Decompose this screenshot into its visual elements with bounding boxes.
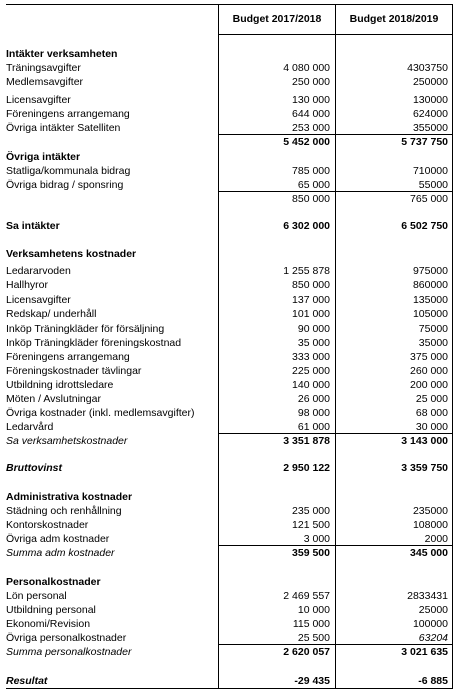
value-2018-2019: 108000 bbox=[412, 519, 448, 531]
row-label: Licensavgifter bbox=[6, 94, 71, 106]
row-label: Summa personalkostnader bbox=[6, 646, 132, 658]
value-2017-2018: 235 000 bbox=[292, 505, 330, 517]
value-2017-2018 bbox=[219, 247, 330, 261]
value-2017-2018: 333 000 bbox=[292, 351, 330, 363]
row-label: Inköp Träningkläder föreningskostnad bbox=[6, 337, 182, 349]
table-row bbox=[0, 406, 456, 420]
value-2018-2019: 860000 bbox=[412, 279, 448, 291]
value-2018-2019: 975000 bbox=[412, 265, 448, 277]
value-2018-2019: 3 359 750 bbox=[401, 462, 448, 474]
value-2018-2019: 35000 bbox=[418, 337, 448, 349]
value-2018-2019: 3 143 000 bbox=[401, 435, 448, 447]
row-label: Utbildning idrottsledare bbox=[6, 379, 114, 391]
value-2018-2019: 3 021 635 bbox=[401, 646, 448, 658]
row-label: Städning och renhållning bbox=[6, 505, 122, 517]
value-2018-2019: 4303750 bbox=[407, 62, 448, 74]
column-border bbox=[452, 4, 453, 688]
value-2017-2018: 137 000 bbox=[292, 294, 330, 306]
value-2018-2019 bbox=[336, 490, 448, 504]
value-2017-2018: 10 000 bbox=[297, 604, 330, 616]
value-2017-2018: 3 000 bbox=[303, 533, 330, 545]
table-row bbox=[0, 645, 456, 659]
value-2017-2018: 26 000 bbox=[297, 393, 330, 405]
row-label: Redskap/ underhåll bbox=[6, 308, 97, 320]
value-2018-2019: 235000 bbox=[412, 505, 448, 517]
value-2017-2018: 4 080 000 bbox=[283, 62, 330, 74]
table-row bbox=[0, 631, 456, 645]
row-label: Träningsavgifter bbox=[6, 62, 81, 74]
row-label: Kontorskostnader bbox=[6, 519, 89, 531]
value-2017-2018: 253 000 bbox=[292, 122, 330, 134]
table-row bbox=[0, 192, 456, 206]
row-label: Övriga adm kostnader bbox=[6, 533, 110, 545]
value-2017-2018: 101 000 bbox=[292, 308, 330, 320]
table-rule bbox=[219, 134, 453, 135]
value-2017-2018: 1 255 878 bbox=[283, 265, 330, 277]
table-row bbox=[0, 364, 456, 378]
row-label: Ledararvoden bbox=[6, 265, 71, 277]
table-rule bbox=[219, 191, 453, 192]
table-rule bbox=[6, 688, 453, 689]
table-row bbox=[0, 219, 456, 233]
row-label: Sa verksamhetskostnader bbox=[6, 435, 128, 447]
row-label: Föreningskostnader tävlingar bbox=[6, 365, 142, 377]
row-label: Medlemsavgifter bbox=[6, 76, 84, 88]
value-2018-2019: 375 000 bbox=[410, 351, 448, 363]
value-2017-2018: 250 000 bbox=[292, 76, 330, 88]
value-2017-2018: 359 500 bbox=[292, 547, 330, 559]
value-2017-2018: 6 302 000 bbox=[283, 220, 330, 232]
row-label: Hallhyror bbox=[6, 279, 49, 291]
value-2017-2018: 140 000 bbox=[292, 379, 330, 391]
column-border bbox=[218, 4, 219, 688]
row-label: Inköp Träningkläder för försäljning bbox=[6, 323, 165, 335]
value-2018-2019: 135000 bbox=[412, 294, 448, 306]
table-row bbox=[0, 434, 456, 448]
value-2018-2019: 6 502 750 bbox=[401, 220, 448, 232]
table-row bbox=[0, 504, 456, 518]
value-2018-2019: 710000 bbox=[412, 165, 448, 177]
row-label: Administrativa kostnader bbox=[6, 491, 133, 503]
row-label: Övriga kostnader (inkl. medlemsavgifter) bbox=[6, 407, 195, 419]
table-row bbox=[0, 350, 456, 364]
value-2017-2018: 850 000 bbox=[292, 193, 330, 205]
value-2017-2018: 65 000 bbox=[297, 179, 330, 191]
row-label bbox=[6, 135, 214, 149]
value-2017-2018: 25 500 bbox=[297, 632, 330, 644]
table-row bbox=[0, 293, 456, 307]
table-row bbox=[0, 532, 456, 546]
value-2017-2018: 61 000 bbox=[297, 421, 330, 433]
table-row bbox=[0, 546, 456, 560]
table-row bbox=[0, 47, 456, 61]
table-row bbox=[0, 336, 456, 350]
value-2018-2019: 355000 bbox=[412, 122, 448, 134]
row-label: Statliga/kommunala bidrag bbox=[6, 165, 131, 177]
value-2018-2019 bbox=[336, 247, 448, 261]
row-label: Verksamhetens kostnader bbox=[6, 248, 137, 260]
value-2017-2018: 2 620 057 bbox=[283, 646, 330, 658]
table-row bbox=[0, 93, 456, 107]
value-2018-2019: 68 000 bbox=[415, 407, 448, 419]
row-label bbox=[6, 192, 214, 206]
table-row bbox=[0, 392, 456, 406]
value-2018-2019 bbox=[336, 47, 448, 61]
table-row bbox=[0, 178, 456, 192]
value-2018-2019: 2000 bbox=[424, 533, 448, 545]
row-label: Intäkter verksamheten bbox=[6, 48, 118, 60]
value-2018-2019: -6 885 bbox=[418, 675, 448, 687]
value-2017-2018: 98 000 bbox=[297, 407, 330, 419]
table-row bbox=[0, 278, 456, 292]
table-row bbox=[0, 135, 456, 149]
value-2017-2018: 90 000 bbox=[297, 323, 330, 335]
row-label: Övriga intäkter Satelliten bbox=[6, 122, 121, 134]
table-row bbox=[0, 461, 456, 475]
value-2017-2018: 3 351 878 bbox=[283, 435, 330, 447]
table-row bbox=[0, 107, 456, 121]
value-2018-2019 bbox=[336, 575, 448, 589]
row-label: Bruttovinst bbox=[6, 462, 62, 474]
value-2018-2019: 765 000 bbox=[410, 193, 448, 205]
value-2018-2019: 30 000 bbox=[415, 421, 448, 433]
value-2017-2018: 2 469 557 bbox=[283, 590, 330, 602]
table-row bbox=[0, 322, 456, 336]
table-row bbox=[0, 518, 456, 532]
table-row bbox=[0, 575, 456, 589]
table-row bbox=[0, 420, 456, 434]
value-2017-2018: -29 435 bbox=[294, 675, 330, 687]
column-border bbox=[335, 4, 336, 688]
value-2017-2018: 115 000 bbox=[292, 618, 330, 630]
value-2017-2018: 644 000 bbox=[292, 108, 330, 120]
row-label: Föreningens arrangemang bbox=[6, 351, 130, 363]
value-2017-2018 bbox=[219, 575, 330, 589]
value-2018-2019: 55000 bbox=[418, 179, 448, 191]
value-2017-2018: 121 500 bbox=[292, 519, 330, 531]
table-rule bbox=[219, 433, 453, 434]
row-label: Licensavgifter bbox=[6, 294, 71, 306]
row-label: Föreningens arrangemang bbox=[6, 108, 130, 120]
value-2017-2018 bbox=[219, 47, 330, 61]
value-2018-2019: 25000 bbox=[418, 604, 448, 616]
table-row bbox=[0, 61, 456, 75]
value-2017-2018: 225 000 bbox=[292, 365, 330, 377]
table-row bbox=[0, 247, 456, 261]
value-2017-2018: 35 000 bbox=[297, 337, 330, 349]
value-2018-2019: 2833431 bbox=[407, 590, 448, 602]
table-row bbox=[0, 150, 456, 164]
table-row bbox=[0, 589, 456, 603]
row-label: Sa intäkter bbox=[6, 220, 60, 232]
row-label: Möten / Avslutningar bbox=[6, 393, 101, 405]
table-row bbox=[0, 164, 456, 178]
row-label: Ekonomi/Revision bbox=[6, 618, 91, 630]
table-row bbox=[0, 378, 456, 392]
value-2018-2019: 130000 bbox=[412, 94, 448, 106]
value-2018-2019: 250000 bbox=[412, 76, 448, 88]
table-row bbox=[0, 307, 456, 321]
row-label: Summa adm kostnader bbox=[6, 547, 115, 559]
table-rule bbox=[219, 545, 453, 546]
table-row bbox=[0, 490, 456, 504]
value-2018-2019: 624000 bbox=[412, 108, 448, 120]
table-row bbox=[0, 617, 456, 631]
value-2018-2019: 200 000 bbox=[410, 379, 448, 391]
row-label: Personalkostnader bbox=[6, 576, 101, 588]
value-2018-2019: 63204 bbox=[418, 632, 448, 644]
row-label: Övriga bidrag / sponsring bbox=[6, 179, 124, 191]
value-2018-2019: 5 737 750 bbox=[401, 136, 448, 148]
value-2018-2019: 75000 bbox=[418, 323, 448, 335]
value-2017-2018: 2 950 122 bbox=[283, 462, 330, 474]
table-rule bbox=[6, 4, 453, 5]
value-2017-2018: 785 000 bbox=[292, 165, 330, 177]
row-label: Övriga intäkter bbox=[6, 151, 81, 163]
value-2018-2019: 260 000 bbox=[410, 365, 448, 377]
value-2018-2019 bbox=[336, 150, 448, 164]
row-label: Ledarvård bbox=[6, 421, 54, 433]
row-label: Resultat bbox=[6, 675, 48, 687]
value-2017-2018: 130 000 bbox=[292, 94, 330, 106]
table-row bbox=[0, 603, 456, 617]
value-2018-2019: 100000 bbox=[412, 618, 448, 630]
value-2017-2018: 850 000 bbox=[292, 279, 330, 291]
value-2018-2019: 25 000 bbox=[415, 393, 448, 405]
table-row bbox=[0, 75, 456, 89]
value-2018-2019: 345 000 bbox=[410, 547, 448, 559]
column-header-budget-2017-2018: Budget 2017/2018 bbox=[232, 13, 322, 25]
table-row bbox=[0, 674, 456, 688]
value-2017-2018: 5 452 000 bbox=[283, 136, 330, 148]
value-2017-2018 bbox=[219, 150, 330, 164]
value-2017-2018 bbox=[219, 490, 330, 504]
table-row bbox=[0, 264, 456, 278]
column-header-budget-2018-2019: Budget 2018/2019 bbox=[349, 13, 439, 25]
row-label: Lön personal bbox=[6, 590, 67, 602]
row-label: Övriga personalkostnader bbox=[6, 632, 127, 644]
table-row bbox=[0, 121, 456, 135]
row-label: Utbildning personal bbox=[6, 604, 96, 616]
table-rule bbox=[219, 644, 453, 645]
table-rule bbox=[219, 34, 453, 35]
value-2018-2019: 105000 bbox=[412, 308, 448, 320]
